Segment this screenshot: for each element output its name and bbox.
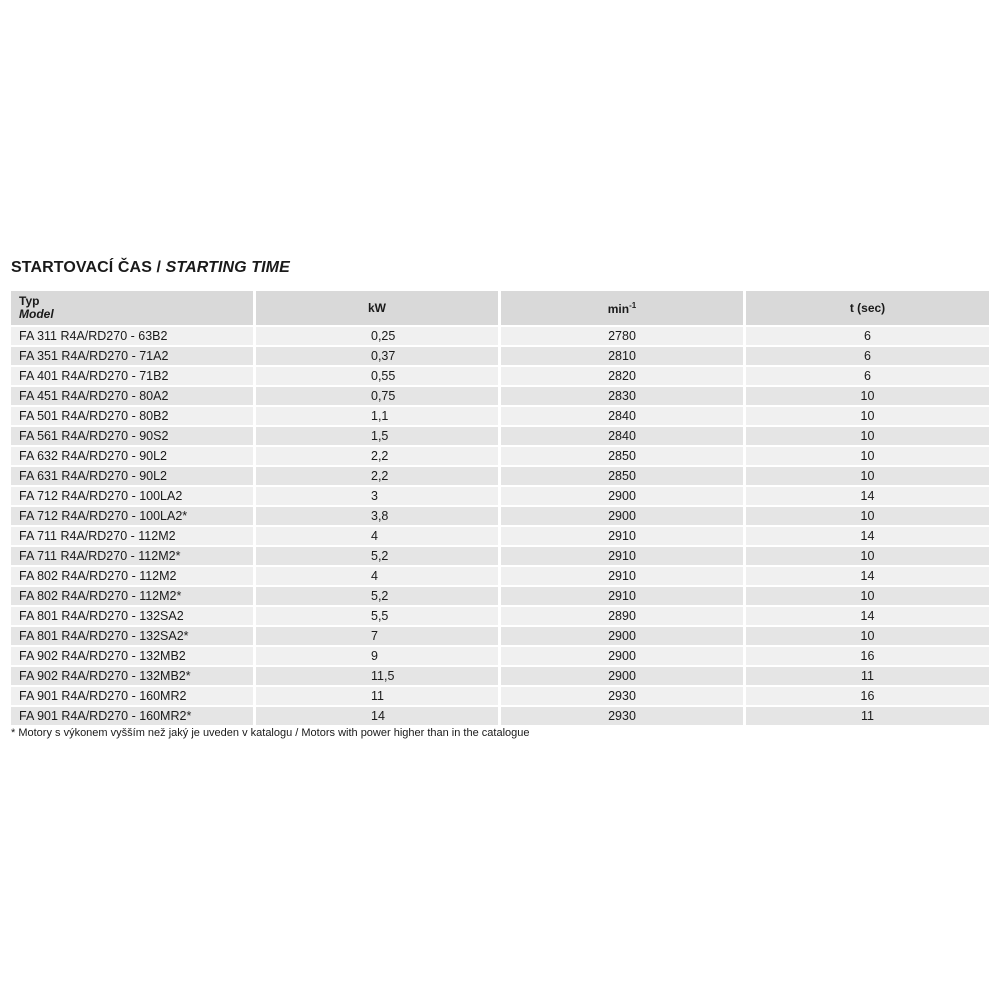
cell-kw: 0,55 — [256, 367, 498, 387]
table-row — [11, 427, 989, 447]
footnote: * Motory s výkonem vyšším než jaký je uveden v katalogu / Motors with power higher than in the catalogue — [11, 727, 530, 739]
cell-model: FA 801 R4A/RD270 - 132SA2 — [11, 607, 253, 627]
cell-model: FA 451 R4A/RD270 - 80A2 — [11, 387, 253, 407]
cell-kw: 0,25 — [256, 327, 498, 347]
table-row — [11, 387, 989, 407]
cell-model: FA 901 R4A/RD270 - 160MR2 — [11, 687, 253, 707]
cell-time: 6 — [746, 327, 989, 347]
cell-kw: 11 — [256, 687, 498, 707]
cell-rpm: 2900 — [501, 667, 743, 687]
table-body — [11, 327, 989, 727]
cell-kw: 5,2 — [256, 547, 498, 567]
cell-time: 10 — [746, 427, 989, 447]
cell-time: 14 — [746, 487, 989, 507]
cell-kw: 3 — [256, 487, 498, 507]
table-row — [11, 467, 989, 487]
table-row — [11, 667, 989, 687]
table-row — [11, 647, 989, 667]
cell-rpm: 2890 — [501, 607, 743, 627]
cell-rpm: 2850 — [501, 447, 743, 467]
cell-time: 11 — [746, 707, 989, 727]
cell-time: 10 — [746, 627, 989, 647]
table-row — [11, 547, 989, 567]
cell-kw: 3,8 — [256, 507, 498, 527]
cell-rpm: 2930 — [501, 707, 743, 727]
cell-model: FA 902 R4A/RD270 - 132MB2* — [11, 667, 253, 687]
cell-kw: 4 — [256, 567, 498, 587]
table-row — [11, 347, 989, 367]
cell-kw: 1,5 — [256, 427, 498, 447]
cell-time: 10 — [746, 387, 989, 407]
cell-time: 10 — [746, 547, 989, 567]
cell-model: FA 631 R4A/RD270 - 90L2 — [11, 467, 253, 487]
header-kw: kW — [256, 291, 498, 327]
cell-rpm: 2820 — [501, 367, 743, 387]
table-row — [11, 407, 989, 427]
cell-kw: 2,2 — [256, 467, 498, 487]
table-row — [11, 327, 989, 347]
table-row — [11, 567, 989, 587]
cell-kw: 5,5 — [256, 607, 498, 627]
cell-rpm: 2900 — [501, 507, 743, 527]
cell-time: 16 — [746, 687, 989, 707]
table-row — [11, 527, 989, 547]
cell-kw: 0,75 — [256, 387, 498, 407]
cell-rpm: 2910 — [501, 547, 743, 567]
cell-time: 14 — [746, 567, 989, 587]
cell-time: 16 — [746, 647, 989, 667]
starting-time-table — [8, 291, 992, 727]
header-rpm-base: min — [607, 301, 630, 316]
header-rpm — [501, 291, 743, 327]
cell-model: FA 711 R4A/RD270 - 112M2* — [11, 547, 253, 567]
cell-model: FA 311 R4A/RD270 - 63B2 — [11, 327, 253, 347]
cell-model: FA 801 R4A/RD270 - 132SA2* — [11, 627, 253, 647]
table-row — [11, 687, 989, 707]
cell-model: FA 901 R4A/RD270 - 160MR2* — [11, 707, 253, 727]
cell-time: 10 — [746, 407, 989, 427]
cell-rpm: 2910 — [501, 567, 743, 587]
page-title — [11, 259, 290, 277]
table-row — [11, 367, 989, 387]
cell-model: FA 712 R4A/RD270 - 100LA2* — [11, 507, 253, 527]
cell-rpm: 2910 — [501, 527, 743, 547]
cell-rpm: 2810 — [501, 347, 743, 367]
cell-model: FA 401 R4A/RD270 - 71B2 — [11, 367, 253, 387]
table-header-row — [11, 291, 989, 327]
cell-kw: 7 — [256, 627, 498, 647]
cell-model: FA 711 R4A/RD270 - 112M2 — [11, 527, 253, 547]
cell-kw: 2,2 — [256, 447, 498, 467]
cell-time: 10 — [746, 447, 989, 467]
cell-model: FA 902 R4A/RD270 - 132MB2 — [11, 647, 253, 667]
header-time: t (sec) — [746, 291, 989, 327]
cell-rpm: 2930 — [501, 687, 743, 707]
cell-kw: 4 — [256, 527, 498, 547]
cell-model: FA 351 R4A/RD270 - 71A2 — [11, 347, 253, 367]
table-row — [11, 447, 989, 467]
header-typ-label: Typ — [19, 294, 40, 308]
table-row — [11, 507, 989, 527]
table-row — [11, 587, 989, 607]
cell-model: FA 802 R4A/RD270 - 112M2 — [11, 567, 253, 587]
cell-rpm: 2900 — [501, 627, 743, 647]
cell-rpm: 2780 — [501, 327, 743, 347]
cell-rpm: 2900 — [501, 487, 743, 507]
cell-rpm: 2840 — [501, 407, 743, 427]
title-czech: STARTOVACÍ ČAS / — [11, 259, 166, 276]
cell-kw: 0,37 — [256, 347, 498, 367]
cell-rpm: 2900 — [501, 647, 743, 667]
cell-model: FA 561 R4A/RD270 - 90S2 — [11, 427, 253, 447]
cell-rpm: 2830 — [501, 387, 743, 407]
cell-kw: 11,5 — [256, 667, 498, 687]
cell-model: FA 501 R4A/RD270 - 80B2 — [11, 407, 253, 427]
cell-time: 14 — [746, 527, 989, 547]
cell-time: 14 — [746, 607, 989, 627]
cell-time: 11 — [746, 667, 989, 687]
cell-rpm: 2850 — [501, 467, 743, 487]
table-row — [11, 607, 989, 627]
cell-time: 10 — [746, 587, 989, 607]
cell-model: FA 632 R4A/RD270 - 90L2 — [11, 447, 253, 467]
cell-kw: 14 — [256, 707, 498, 727]
header-model-label: Model — [19, 307, 54, 321]
table-row — [11, 487, 989, 507]
cell-time: 6 — [746, 347, 989, 367]
header-rpm-exponent: -1 — [629, 300, 637, 310]
table-row — [11, 627, 989, 647]
header-model — [11, 291, 253, 327]
cell-rpm: 2840 — [501, 427, 743, 447]
cell-kw: 5,2 — [256, 587, 498, 607]
cell-model: FA 712 R4A/RD270 - 100LA2 — [11, 487, 253, 507]
table-row — [11, 707, 989, 727]
title-english: STARTING TIME — [165, 259, 290, 276]
cell-kw: 9 — [256, 647, 498, 667]
cell-time: 10 — [746, 507, 989, 527]
cell-time: 10 — [746, 467, 989, 487]
cell-time: 6 — [746, 367, 989, 387]
cell-model: FA 802 R4A/RD270 - 112M2* — [11, 587, 253, 607]
cell-kw: 1,1 — [256, 407, 498, 427]
cell-rpm: 2910 — [501, 587, 743, 607]
